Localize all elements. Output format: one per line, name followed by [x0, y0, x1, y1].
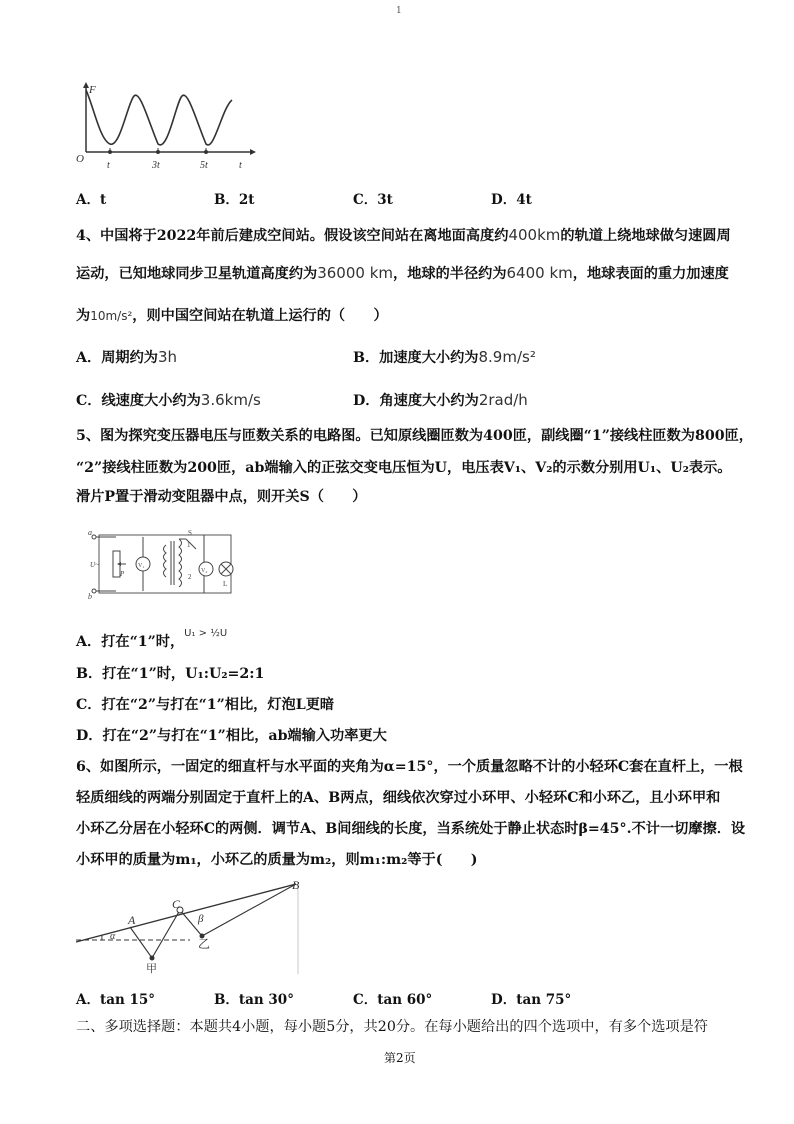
q5-line1: 5、图为探究变压器电压与匝数关系的电路图。已知原线圈匝数为400匝，副线圈“1”接线柱匝数为800匝， — [76, 428, 753, 444]
svg-text:V₁: V₁ — [138, 563, 145, 569]
q5-option-d: D．打在“2”与打在“1”相比，ab端输入功率更大 — [76, 728, 387, 744]
q4-line3: 为10m/s²，则中国空间站在轨道上运行的（ ） — [76, 308, 388, 324]
svg-text:a: a — [88, 528, 92, 537]
q5-line2: “2”接线柱匝数为200匝，ab端输入的正弦交变电压恒为U，电压表V₁、V₂的示数分别用U₁、U₂表示。 — [76, 460, 732, 476]
q5-option-b: B．打在“1”时，U₁:U₂=2:1 — [76, 666, 265, 682]
transformer-circuit — [86, 525, 246, 601]
svg-text:A: A — [128, 913, 136, 927]
q5-option-c: C．打在“2”与打在“1”相比，灯泡L更暗 — [76, 697, 335, 713]
rod-ring-figure — [72, 876, 304, 976]
q6-option-d: D．tan 75° — [491, 992, 572, 1008]
q5-line3: 滑片P置于滑动变阻器中点，则开关S（ ） — [76, 489, 367, 505]
primary-coil — [164, 545, 167, 577]
svg-text:b: b — [88, 592, 92, 601]
force-time-graph — [72, 80, 257, 172]
svg-text:L: L — [223, 580, 228, 588]
svg-text:1: 1 — [187, 541, 191, 549]
q3-option-d: D．4t — [491, 192, 532, 208]
svg-text:β: β — [198, 913, 204, 925]
tick-5t: 5t — [200, 160, 208, 171]
q4-option-a: A．周期约为3h — [76, 348, 178, 366]
svg-text:U~: U~ — [90, 561, 99, 569]
svg-text:甲: 甲 — [146, 963, 157, 975]
tick-3t: 3t — [152, 160, 160, 171]
q6-line4: 小环甲的质量为m₁，小环乙的质量为m₂，则m₁:m₂等于( ) — [76, 852, 478, 868]
q6-option-c: C．tan 60° — [353, 992, 433, 1008]
page-footer: 第2页 — [384, 1051, 416, 1065]
q3-option-a: A．t — [76, 192, 107, 208]
svg-text:P: P — [120, 570, 125, 578]
q6-line2: 轻质细线的两端分别固定于直杆上的A、B两点，细线依次穿过小环甲、小轻环C和小环乙，且小环甲和 — [76, 790, 721, 806]
q4-option-d: D．角速度大小约为2rad/h — [353, 391, 528, 409]
q4-line1: 4、中国将于2022年前后建成空间站。假设该空间站在离地面高度约400km的轨道上绕地球做匀速圆周 — [76, 226, 731, 244]
wave-curve — [86, 90, 232, 145]
slider-arrow — [117, 562, 121, 566]
header-mark: 1 — [396, 6, 402, 16]
ring-jia — [150, 956, 155, 961]
svg-text:B: B — [292, 878, 300, 892]
svg-text:α: α — [110, 931, 116, 942]
origin-label: O — [76, 153, 84, 165]
svg-text:2: 2 — [188, 573, 192, 581]
q4-option-c: C．线速度大小约为3.6km/s — [76, 391, 261, 409]
tick-t: t — [107, 160, 110, 171]
x-axis-arrow — [250, 149, 256, 155]
svg-text:S: S — [188, 529, 192, 537]
y-label: F — [89, 84, 96, 96]
q3-option-b: B．2t — [214, 192, 255, 208]
q6-option-a: A．tan 15° — [76, 992, 156, 1008]
q6-line3: 小环乙分居在小轻环C的两侧．调节A、B间细线的长度，当系统处于静止状态时β=45°.不计一切摩擦．设 — [76, 821, 746, 837]
q4-line2: 运动，已知地球同步卫星轨道高度约为36000 km，地球的半径约为6400 km，地球表面的重力加速度 — [76, 264, 729, 282]
q6-option-b: B．tan 30° — [214, 992, 294, 1008]
q4-option-b: B．加速度大小约为8.9m/s² — [353, 348, 536, 366]
secondary-coil — [179, 539, 182, 587]
svg-text:V₂: V₂ — [201, 568, 208, 574]
svg-text:C: C — [172, 897, 181, 911]
x-label: t — [239, 160, 242, 171]
section-2-heading: 二、多项选择题：本题共4小题，每小题5分，共20分。在每小题给出的四个选项中，有多个选项是符 — [76, 1019, 708, 1035]
q6-line1: 6、如图所示，一固定的细直杆与水平面的夹角为α=15°，一个质量忽略不计的小轻环C套在直杆上，一根 — [76, 759, 743, 775]
rod — [76, 884, 296, 942]
q5-option-a: A．打在“1”时，$^{U_1 > \frac{1}{2}U}$ — [76, 628, 228, 650]
q3-option-c: C．3t — [353, 192, 393, 208]
svg-text:乙: 乙 — [198, 937, 211, 951]
